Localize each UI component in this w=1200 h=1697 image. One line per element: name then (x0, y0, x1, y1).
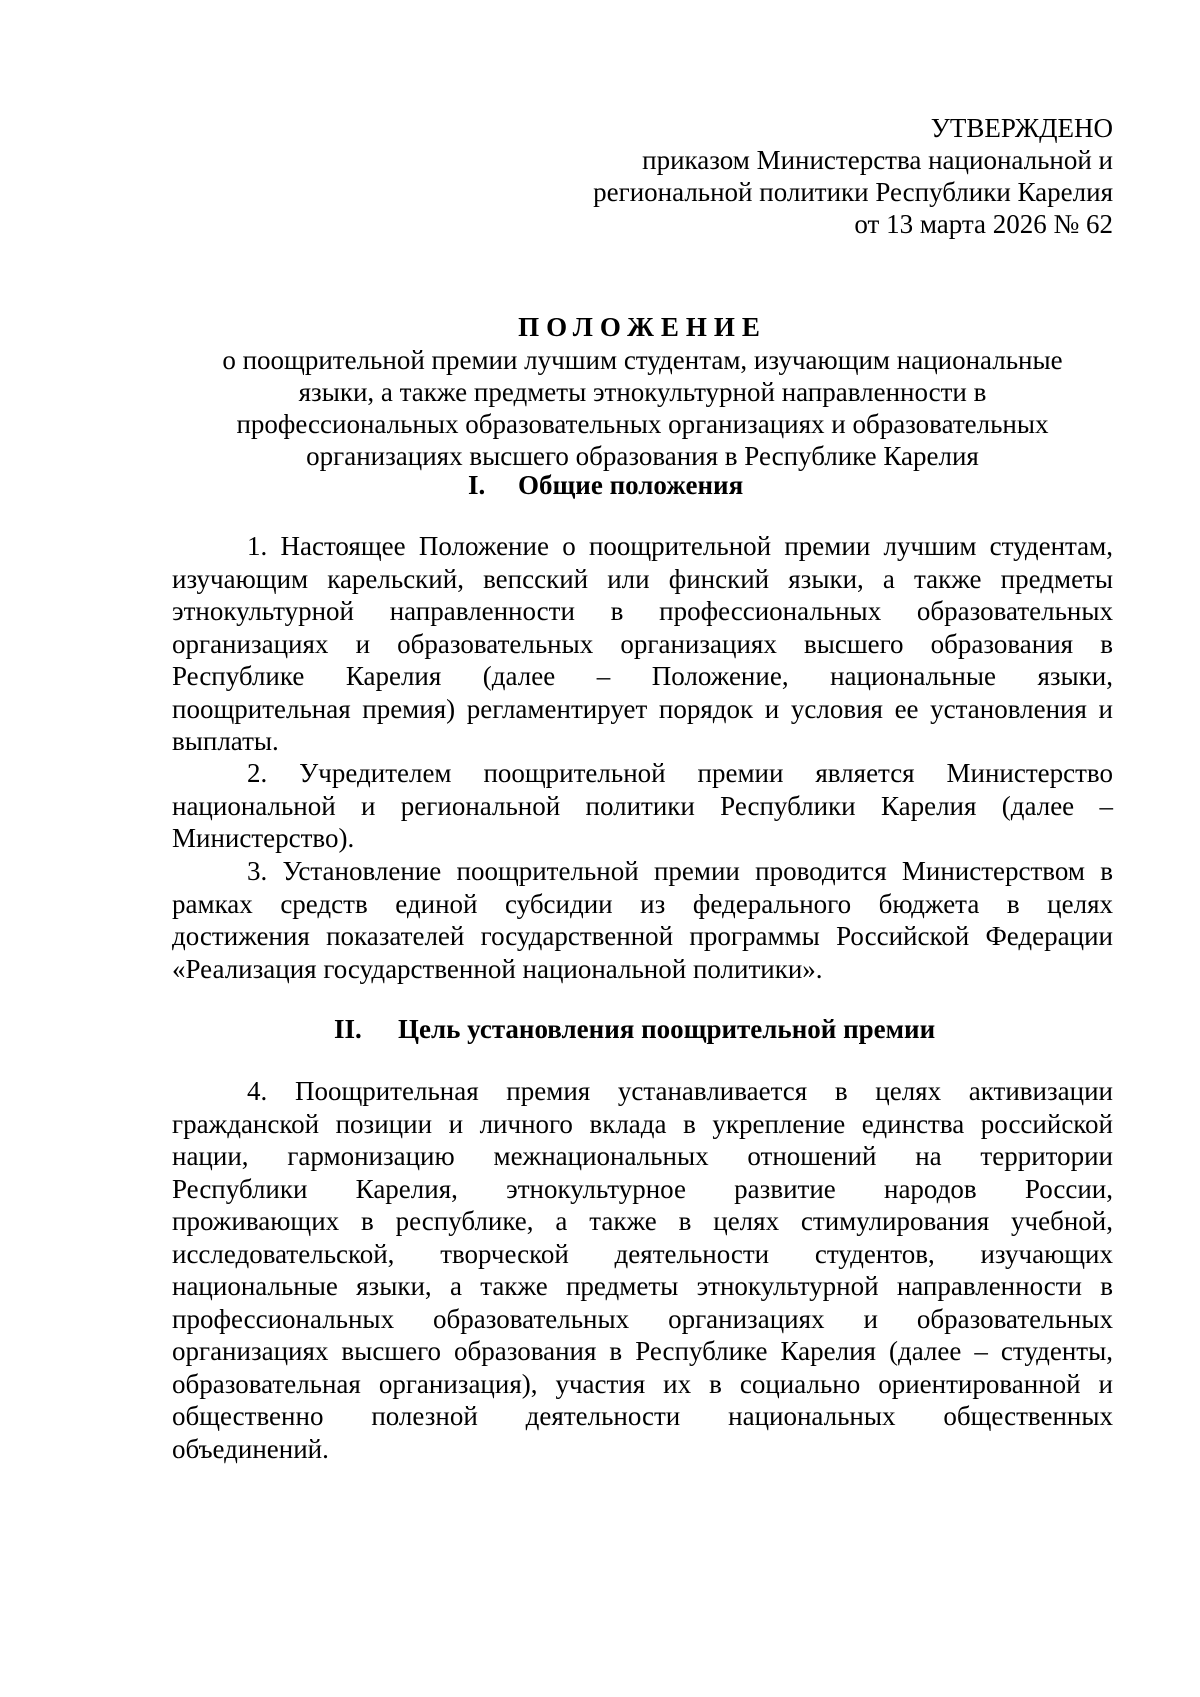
paragraph-3 (172, 855, 1113, 985)
paragraph-line: национальные языки, а также предметы этнокультурной направленности в (172, 1271, 1113, 1301)
subtitle-line: языки, а также предметы этнокультурной направленности в (298, 377, 987, 407)
approval-line: УТВЕРЖДЕНО (930, 113, 1113, 143)
subtitle-line: профессиональных образовательных организациях и образовательных (236, 409, 1049, 439)
document-subtitle (172, 344, 1113, 472)
paragraph-line: 2. Учредителем поощрительной премии является Министерство (247, 758, 1113, 788)
paragraph-line: национальной и региональной политики Республики Карелия (далее – (172, 790, 1113, 821)
paragraph-line: Республике Карелия (далее – Положение, национальные языки, (172, 661, 1113, 691)
paragraph-line: Республики Карелия, этнокультурное развитие народов России, (172, 1173, 1113, 1204)
paragraph-line: выплаты. (172, 726, 279, 756)
paragraph-line: изучающим карельский, вепсский или финский языки, а также предметы (172, 563, 1113, 594)
paragraph-2 (172, 757, 1113, 855)
paragraph-line: поощрительная премия) регламентирует порядок и условия ее установления и (172, 693, 1113, 724)
paragraph-1 (172, 530, 1113, 758)
section-title: Общие положения (518, 470, 744, 500)
paragraph-line: достижения показателей государственной программы Российской Федерации (172, 921, 1113, 951)
section-title: Цель установления поощрительной премии (398, 1014, 936, 1044)
paragraph-line: гражданской позиции и личного вклада в укрепление единства российской (172, 1108, 1113, 1139)
section-number: I. (468, 470, 486, 500)
approval-line: приказом Министерства национальной и (642, 145, 1113, 175)
subtitle-line: о поощрительной премии лучшим студентам, изучающим национальные (222, 345, 1063, 375)
paragraph-line: 3. Установление поощрительной премии проводится Министерством в (247, 856, 1113, 886)
subtitle-line: организациях высшего образования в Республике Карелия (306, 441, 979, 471)
paragraph-line: профессиональных образовательных организациях и образовательных (172, 1303, 1113, 1334)
paragraph-line: исследовательской, творческой деятельности студентов, изучающих (172, 1238, 1113, 1269)
paragraph-line: этнокультурной направленности в профессиональных образовательных (172, 596, 1113, 626)
paragraph-line: нации, гармонизацию межнациональных отношений на территории (172, 1141, 1113, 1171)
paragraph-line: «Реализация государственной национальной политики». (172, 953, 823, 984)
paragraph-line: объединений. (172, 1433, 329, 1464)
paragraph-line: организациях и образовательных организациях высшего образования в (172, 628, 1113, 659)
section-number: II. (334, 1014, 362, 1044)
paragraph-line: Министерство). (172, 823, 355, 853)
approval-stamp (480, 112, 1113, 240)
paragraph-line: образовательная организация), участия их в социально ориентированной и (172, 1368, 1113, 1399)
paragraph-line: 4. Поощрительная премия устанавливается в целях активизации (247, 1076, 1113, 1106)
document-title: ПОЛОЖЕНИЕ (518, 312, 767, 342)
paragraph-line: проживающих в республике, а также в целях стимулирования учебной, (172, 1206, 1113, 1236)
paragraph-line: общественно полезной деятельности национальных общественных (172, 1401, 1113, 1431)
paragraph-4 (172, 1075, 1113, 1465)
approval-line: от 13 марта 2026 № 62 (854, 209, 1113, 239)
paragraph-line: рамках средств единой субсидии из федерального бюджета в целях (172, 888, 1113, 919)
paragraph-line: 1. Настоящее Положение о поощрительной премии лучшим студентам, (247, 531, 1113, 561)
approval-line: региональной политики Республики Карелия (593, 177, 1113, 207)
paragraph-line: организациях высшего образования в Республике Карелия (далее – студенты, (172, 1336, 1113, 1366)
